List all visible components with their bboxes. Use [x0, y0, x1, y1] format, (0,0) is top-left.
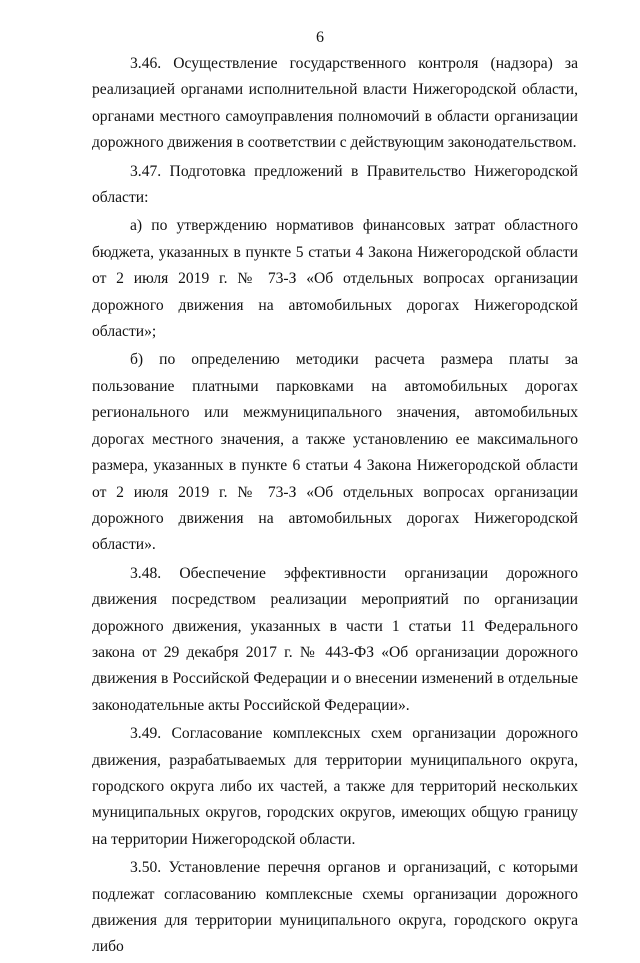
paragraph-3-47: 3.47. Подготовка предложений в Правительство Нижегородской области:	[92, 162, 578, 207]
document-body	[92, 51, 578, 963]
paragraph-3-48: 3.48. Обеспечение эффективности организации дорожного движения посредством реализации мероприятий по организации дорожного движения, указанных в части 1 статьи 11 Федерального закона от 29 декабря 2017 г. № 443-ФЗ «Об организации дорожного движения в Российской Федерации и о внесении изменений в отдельные законодательные акты Российской Федерации».	[92, 564, 578, 714]
paragraph-3-47-a: а) по утверждению нормативов финансовых затрат областного бюджета, указанных в пункте 5 статьи 4 Закона Нижегородской области от 2 июля 2019 г. № 73-З «Об отдельных вопросах организации дорожного движения на автомобильных дорогах Нижегородской области»;	[92, 217, 578, 341]
paragraph-3-47-b: б) по определению методики расчета размера платы за пользование платными парковками на автомобильных дорогах регионального или межмуниципального значения, автомобильных дорогах местного значения, а также установлению ее максимального размера, указанных в пункте 6 статьи 4 Закона Нижегородской области от 2 июля 2019 г. № 73-З «Об отдельных вопросах организации дорожного движения на автомобильных дорогах Нижегородской области».	[92, 351, 578, 554]
page-number: 6	[316, 29, 324, 46]
paragraph-3-46: 3.46. Осуществление государственного контроля (надзора) за реализацией органами исполнительной власти Нижегородской области, органами местного самоуправления полномочий в области организации дорожного движения в соответствии с действующим законодательством.	[92, 55, 578, 152]
paragraph-3-49: 3.49. Согласование комплексных схем организации дорожного движения, разрабатываемых для территории муниципального округа, городского округа либо их частей, а также для территорий нескольких муниципальных округов, городских округов, имеющих общую границу на территории Нижегородской области.	[92, 725, 578, 848]
paragraph-3-50: 3.50. Установление перечня органов и организаций, с которыми подлежат согласованию комплексные схемы организации дорожного движения для территории муниципального округа, городского округа либо	[92, 859, 578, 956]
